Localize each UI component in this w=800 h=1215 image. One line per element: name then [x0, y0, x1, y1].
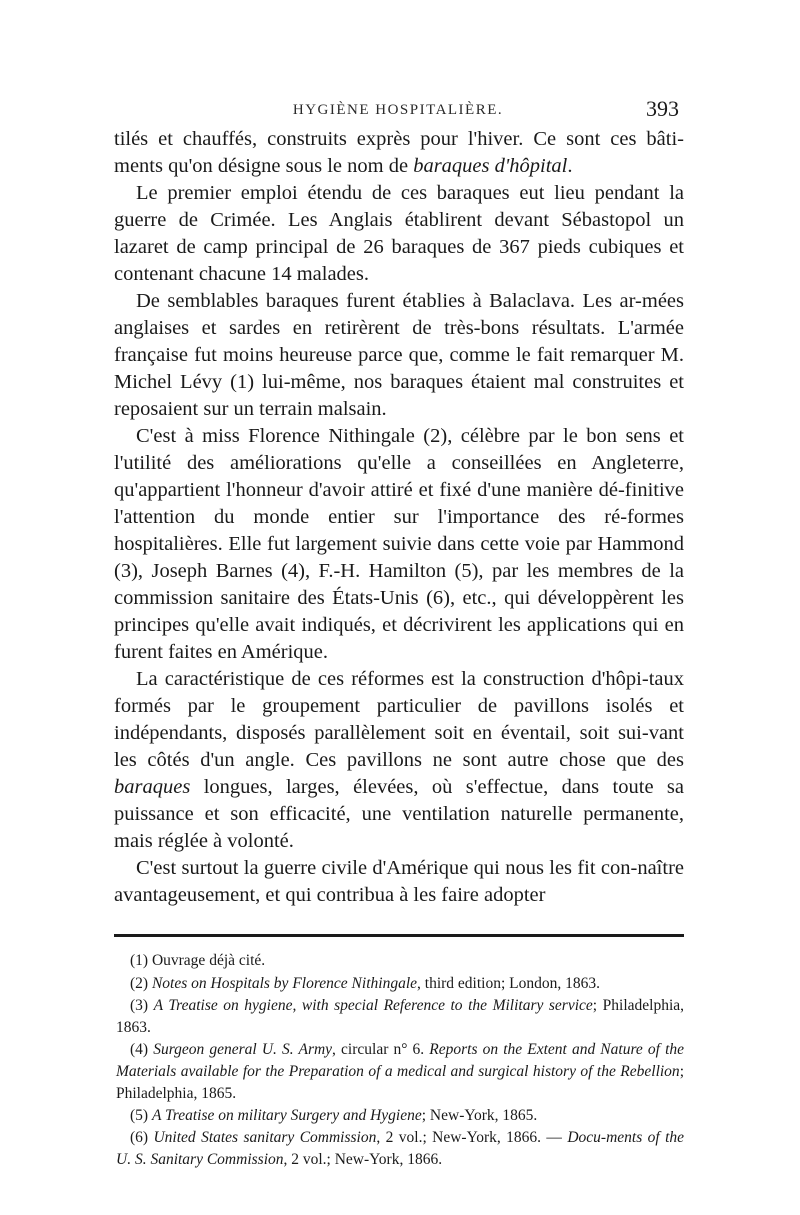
text-segment: Le premier emploi étendu de ces baraques eut lieu pendant la guerre de Crimée. Les Anglais établirent devant Sébastopol un lazaret de camp principal de 26 baraques de 367 pieds cubiques et contenant chacune 14 malades. — [114, 182, 684, 285]
text-segment: C'est surtout la guerre civile d'Amérique qui nous les fit con-naître avantageusement, et qui contribua à les faire adopter — [114, 857, 684, 906]
text-segment: ; Philadelphia, 1865. — [116, 1063, 684, 1102]
footnotes — [116, 950, 684, 1171]
text-segment: ; New-York, 1865. — [421, 1107, 538, 1124]
running-title: HYGIÈNE HOSPITALIÈRE. — [292, 102, 504, 118]
text-segment: longues, larges, élevées, où s'effectue, dans toute sa puissance et son efficacité, une ventilation naturelle permanente, mais réglée à volonté. — [114, 776, 684, 852]
text-segment: , 2 vol.; New-York, 1866. — — [376, 1129, 568, 1146]
body-paragraph — [114, 126, 684, 180]
text-segment: . — [567, 155, 573, 177]
body-paragraph — [114, 288, 684, 423]
text-segment: La caractéristique de ces réformes est la construction d'hôpi-taux formés par le groupement particulier de pavillons isolés et indépendants, disposés parallèlement soit en éventail, soit sui-vant les côtés d'un angle. Ces pavillons ne sont autre chose que des — [114, 668, 684, 771]
footnote — [116, 973, 684, 995]
text-segment: (3) — [130, 997, 154, 1014]
text-segment: tilés et chauffés, construits exprès pour l'hiver. Ce sont ces bâti-ments qu'on désigne sous le nom de — [114, 128, 684, 177]
running-head — [113, 96, 683, 126]
text-segment: , circular n° 6. — [332, 1041, 430, 1058]
italic-text-segment: A Treatise on hygiene, with special Reference to the Military service — [153, 997, 593, 1014]
italic-text-segment: A Treatise on military Surgery and Hygiene — [151, 1107, 422, 1124]
italic-text-segment: Surgeon general U. S. Army — [153, 1041, 333, 1058]
body-paragraph — [114, 180, 684, 288]
text-segment: ; Philadelphia, 1863. — [116, 997, 684, 1036]
footnote — [116, 1105, 684, 1127]
text-segment: (6) — [130, 1129, 154, 1146]
footnote — [116, 995, 684, 1039]
italic-text-segment: Docu-ments of the U. S. Sanitary Commission — [116, 1129, 685, 1168]
text-segment: De semblables baraques furent établies à Balaclava. Les ar-mées anglaises et sardes en retirèrent de très-bons résultats. L'armée française fut moins heureuse parce que, comme le fait remarquer M. Michel Lévy (1) lui-même, nos baraques étaient mal construites et reposaient sur un terrain malsain. — [114, 290, 684, 420]
text-segment: (2) — [130, 975, 152, 992]
italic-text-segment: Reports on the Extent and Nature of the Materials available for the Preparation of a medical and surgical history of the Rebellion — [116, 1041, 684, 1080]
text-segment: , third edition; London, 1863. — [417, 975, 600, 992]
italic-text-segment: United States sanitary Commission — [153, 1129, 377, 1146]
text-segment: , 2 vol.; New-York, 1866. — [283, 1151, 443, 1168]
italic-text-segment: baraques — [114, 776, 191, 798]
body-paragraph — [114, 855, 684, 909]
footnote-separator-rule — [114, 934, 684, 937]
text-segment: C'est à miss Florence Nithingale (2), célèbre par le bon sens et l'utilité des améliorations qu'elle a conseillées en Angleterre, qu'appartient l'honneur d'avoir attiré et fixé d'une manière dé-finitive l'attention du monde entier sur l'importance des ré-formes hospitalières. Elle fut largement suivie dans cette voie par Hammond (3), Joseph Barnes (4), F.-H. Hamilton (5), par les membres de la commission sanitaire des États-Unis (6), etc., qui développèrent les principes qu'elle avait indiqués, et décrivirent les applications qui en furent faites en Amérique. — [114, 425, 684, 663]
body-text — [114, 126, 684, 909]
page-number: 393 — [646, 96, 679, 121]
text-segment: (5) — [130, 1107, 152, 1124]
text-segment: (4) — [130, 1041, 154, 1058]
italic-text-segment: Notes on Hospitals by Florence Nithingale — [151, 975, 418, 992]
footnote — [116, 1039, 684, 1105]
body-paragraph — [114, 423, 684, 666]
footnote — [116, 1127, 684, 1171]
body-paragraph — [114, 666, 684, 855]
footnote — [116, 950, 684, 972]
text-segment: (1) Ouvrage déjà cité. — [130, 952, 266, 969]
italic-text-segment: baraques d'hôpital — [413, 155, 568, 177]
